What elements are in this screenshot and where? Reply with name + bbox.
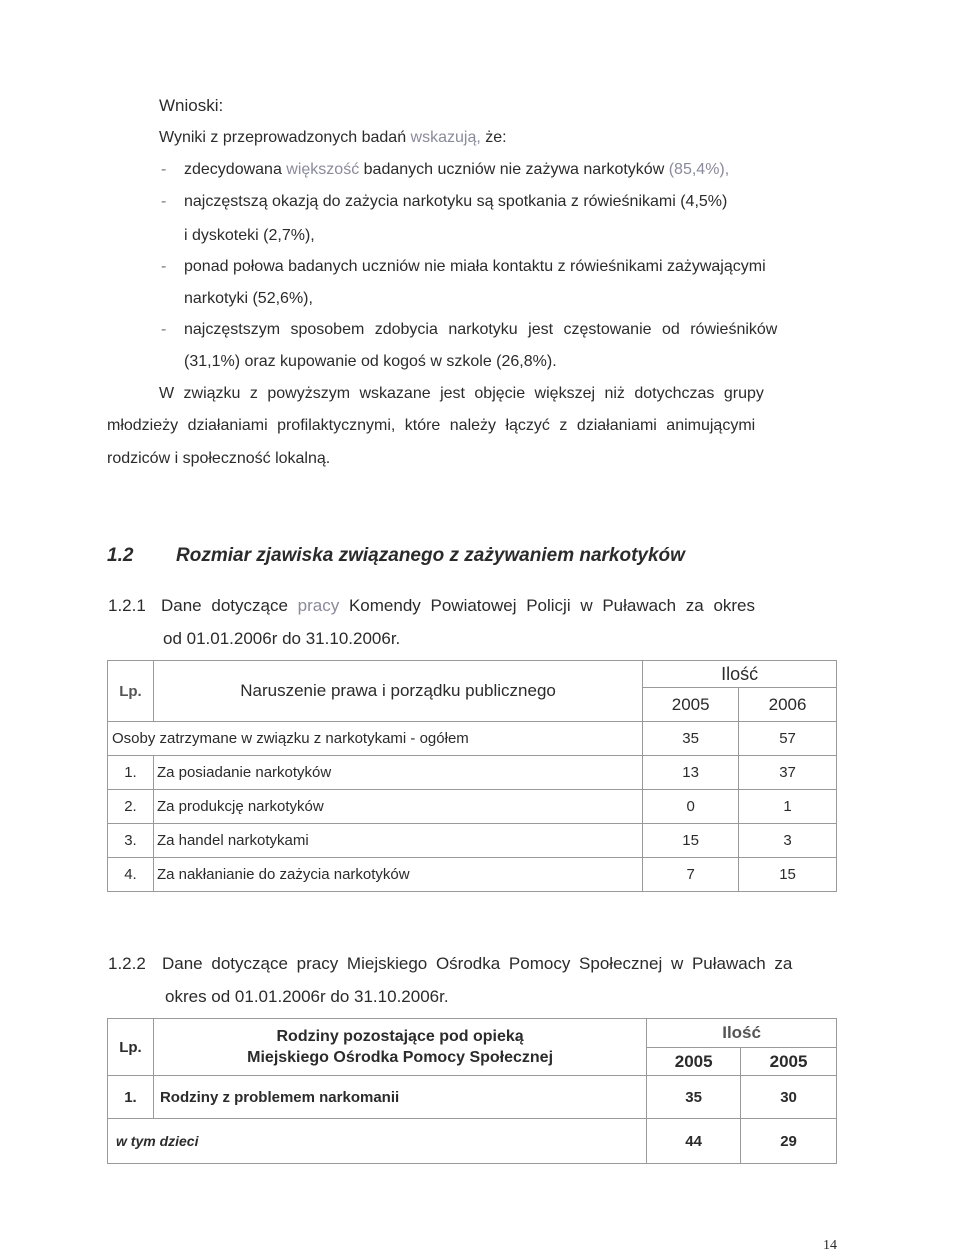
conclusions-title: Wnioski: (159, 96, 224, 115)
table-row (108, 790, 837, 824)
bullet-4-line1: najczęstszym sposobem zdobycia narkotyku jest częstowanie od rówieśników (184, 321, 778, 338)
bullet-dash: - (161, 161, 167, 178)
table-title: Rodziny pozostające pod opieką Miejskiego Ośrodka Pomocy Społecznej (153, 1019, 646, 1076)
bullet-dash: - (161, 193, 167, 210)
row-value: 0 (643, 790, 739, 824)
table-header-row (108, 661, 837, 688)
ilosc-header: Ilość (647, 1019, 837, 1048)
total-label: Osoby zatrzymane w związku z narkotykami - ogółem (108, 722, 643, 756)
table-row (108, 1076, 837, 1119)
row-lp: 3. (108, 824, 154, 858)
table-row (108, 756, 837, 790)
police-data-table (107, 660, 837, 892)
year-header: 2005 (647, 1048, 741, 1076)
row-lp: 2. (108, 790, 154, 824)
row-value: 15 (643, 824, 739, 858)
row-lp: 1. (108, 1076, 154, 1119)
table-row (108, 858, 837, 892)
paragraph-line2: młodzieży działaniami profilaktycznymi, które należy łączyć z działaniami animującymi (107, 417, 756, 434)
bullet-2-line2: i dyskoteki (2,7%), (184, 227, 315, 244)
row-label: w tym dzieci (108, 1119, 647, 1164)
subsection-2-line2: okres od 01.01.2006r do 31.10.2006r. (165, 987, 449, 1006)
row-label: Rodziny z problemem narkomanii (153, 1076, 646, 1119)
table-row (108, 1119, 837, 1164)
row-value: 44 (647, 1119, 741, 1164)
row-label: Za posiadanie narkotyków (153, 756, 642, 790)
row-lp: 4. (108, 858, 154, 892)
row-label: Za produkcję narkotyków (153, 790, 642, 824)
row-value: 30 (741, 1076, 837, 1119)
bullet-dash: - (161, 321, 167, 338)
table-header-row (108, 1019, 837, 1048)
page-number: 14 (823, 1238, 837, 1253)
bullet-2-line1: najczęstszą okazją do zażycia narkotyku są spotkania z rówieśnikami (4,5%) (184, 193, 728, 210)
row-value: 37 (739, 756, 837, 790)
bullet-dash: - (161, 258, 167, 275)
row-value: 15 (739, 858, 837, 892)
bullet-4-line2: (31,1%) oraz kupowanie od kogoś w szkole (26,8%). (184, 353, 557, 370)
conclusions-intro: Wyniki z przeprowadzonych badań wskazują, że: (159, 129, 507, 146)
bullet-3-line1: ponad połowa badanych uczniów nie miała kontaktu z rówieśnikami zażywającymi (184, 258, 766, 275)
year-header: 2005 (741, 1048, 837, 1076)
table-row (108, 824, 837, 858)
year-header: 2006 (739, 688, 837, 722)
row-value: 35 (647, 1076, 741, 1119)
bullet-1: zdecydowana większość badanych uczniów nie zażywa narkotyków (85,4%), (184, 161, 730, 178)
ilosc-header: Ilość (643, 661, 837, 688)
mops-data-table (107, 1018, 837, 1164)
row-label: Za handel narkotykami (153, 824, 642, 858)
subsection-1-line1: Dane dotyczące pracy Komendy Powiatowej Policji w Puławach za okres (161, 596, 756, 615)
paragraph-line1: W związku z powyższym wskazane jest objęcie większej niż dotychczas grupy (159, 385, 764, 402)
table-title: Naruszenie prawa i porządku publicznego (153, 661, 642, 722)
paragraph-line3: rodziców i społeczność lokalną. (107, 450, 331, 467)
total-value: 57 (739, 722, 837, 756)
row-value: 29 (741, 1119, 837, 1164)
section-number: 1.2 (107, 545, 134, 566)
row-value: 3 (739, 824, 837, 858)
subsection-2-line1: Dane dotyczące pracy Miejskiego Ośrodka Pomocy Społecznej w Puławach za (162, 954, 793, 973)
row-value: 1 (739, 790, 837, 824)
row-value: 13 (643, 756, 739, 790)
section-title: Rozmiar zjawiska związanego z zażywaniem narkotyków (176, 545, 685, 566)
row-value: 7 (643, 858, 739, 892)
row-lp: 1. (108, 756, 154, 790)
subsection-number: 1.2.1 (108, 596, 146, 615)
lp-header: Lp. (108, 661, 154, 722)
subsection-number: 1.2.2 (108, 954, 146, 973)
row-label: Za nakłanianie do zażycia narkotyków (153, 858, 642, 892)
lp-header: Lp. (108, 1019, 154, 1076)
bullet-3-line2: narkotyki (52,6%), (184, 290, 313, 307)
total-value: 35 (643, 722, 739, 756)
subsection-1-line2: od 01.01.2006r do 31.10.2006r. (163, 629, 401, 648)
year-header: 2005 (643, 688, 739, 722)
table-row (108, 722, 837, 756)
